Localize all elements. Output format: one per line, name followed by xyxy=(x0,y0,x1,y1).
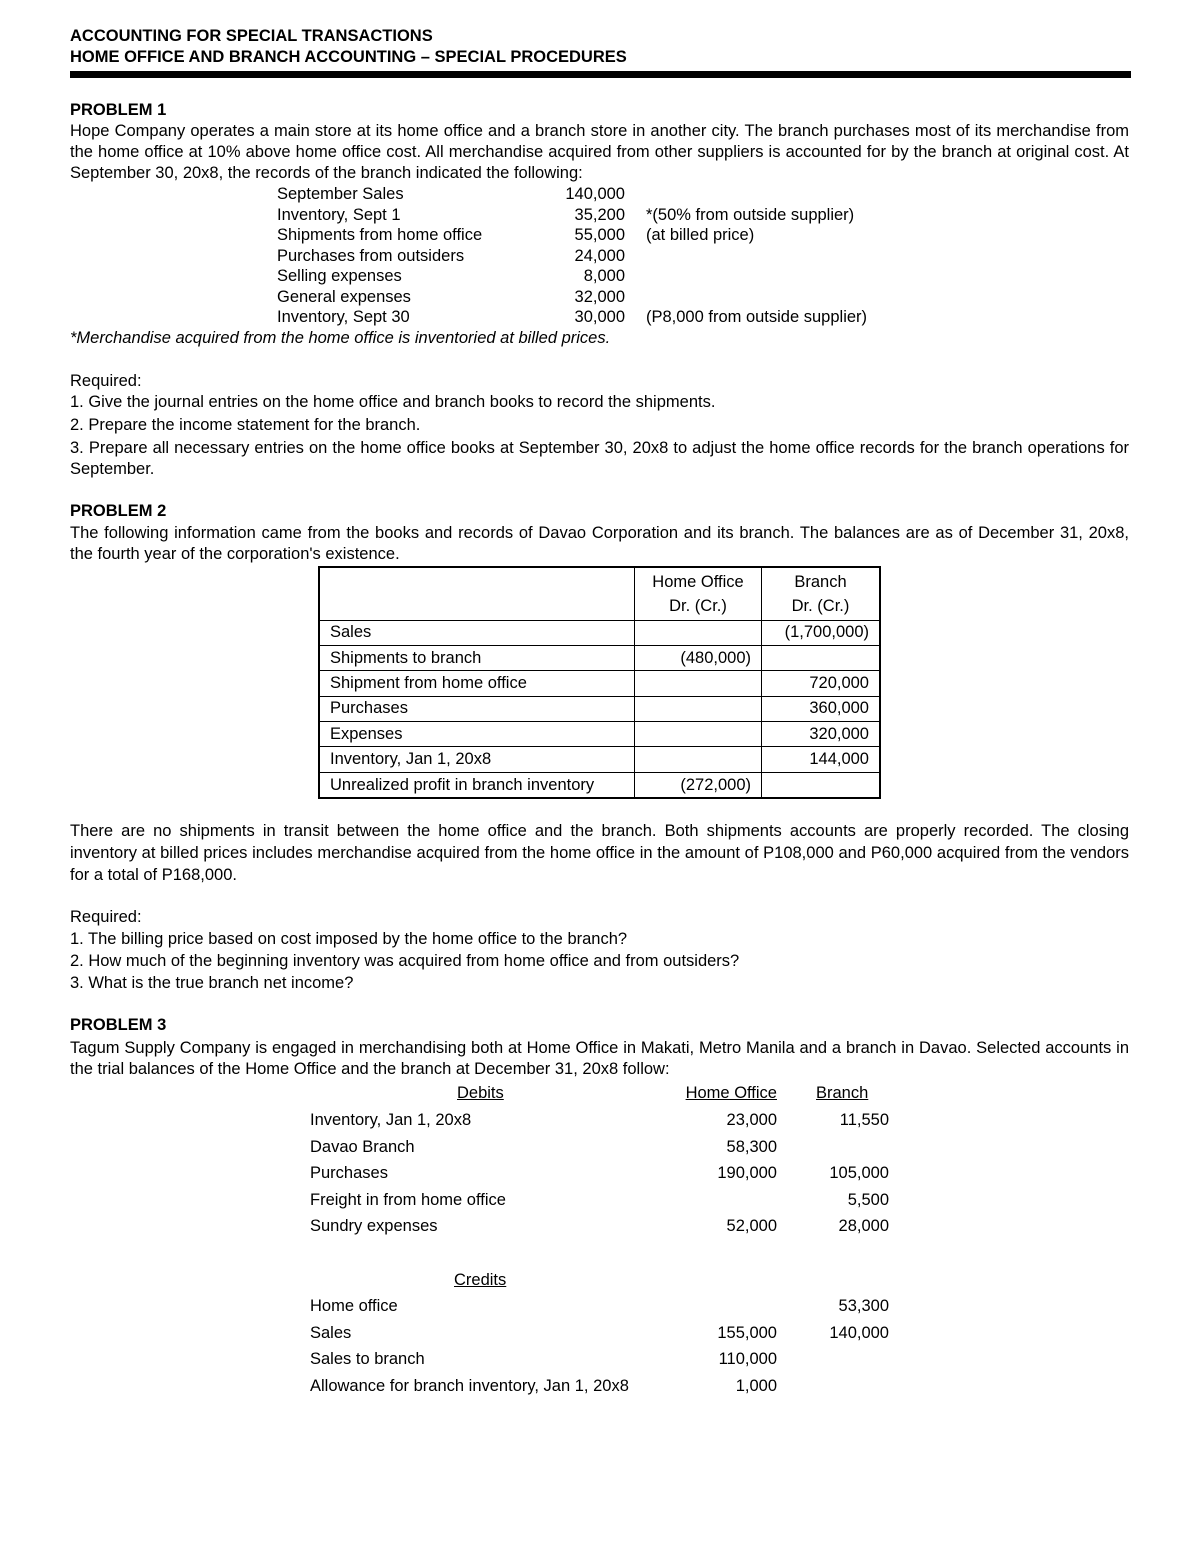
row-label: Sales xyxy=(319,620,635,645)
branch-value xyxy=(762,645,881,670)
table-row xyxy=(310,1213,1129,1240)
course-title: ACCOUNTING FOR SPECIAL TRANSACTIONS xyxy=(70,27,433,45)
home-value xyxy=(635,620,762,645)
problem1-required-label: Required: xyxy=(70,371,142,390)
home-value: 155,000 xyxy=(717,1323,777,1342)
item-note: (at billed price) xyxy=(646,226,755,244)
row-label: Davao Branch xyxy=(310,1137,415,1156)
item-value: 24,000 xyxy=(574,246,625,265)
problem2-title: PROBLEM 2 xyxy=(70,501,167,520)
credits-heading: Credits xyxy=(454,1270,507,1289)
table-header-row xyxy=(310,1267,1129,1294)
list-item xyxy=(277,205,1129,226)
home-value xyxy=(670,1293,777,1320)
row-label: Inventory, Jan 1, 20x8 xyxy=(319,747,635,772)
item-value: 35,200 xyxy=(574,205,625,224)
table-row xyxy=(310,1293,1129,1320)
home-value: (272,000) xyxy=(635,772,762,798)
table-row xyxy=(310,1187,1129,1214)
branch-value xyxy=(762,772,881,798)
requirement-item: 3. What is the true branch net income? xyxy=(70,974,354,993)
item-note: (P8,000 from outside supplier) xyxy=(646,308,868,326)
home-value xyxy=(635,722,762,747)
branch-value xyxy=(777,1134,889,1161)
item-label: Shipments from home office xyxy=(277,226,483,244)
col-home-office: Home Office xyxy=(685,1084,777,1103)
problem2-required-label: Required: xyxy=(70,908,142,927)
branch-value: 720,000 xyxy=(762,671,881,696)
topic-title: HOME OFFICE AND BRANCH ACCOUNTING – SPECIAL PROCEDURES xyxy=(70,48,627,66)
table-row xyxy=(310,1346,1129,1373)
table-header-row xyxy=(319,567,880,621)
problem3-intro: Tagum Supply Company is engaged in merchandising both at Home Office in Makati, Metro Manila and a branch in Davao. Selected accounts in the trial balances of the Home Office and the branch at December 31, 20x8 follow: xyxy=(70,1039,1129,1079)
branch-value: 5,500 xyxy=(847,1190,889,1209)
table-row xyxy=(319,696,880,721)
table-row xyxy=(310,1107,1129,1134)
item-value: 32,000 xyxy=(574,287,625,306)
table-row xyxy=(319,722,880,747)
col-home-office: Home Office Dr. (Cr.) xyxy=(635,567,762,621)
problem3-trial-balance xyxy=(310,1080,1129,1399)
branch-value xyxy=(777,1346,889,1373)
item-note xyxy=(625,184,646,205)
home-value: 190,000 xyxy=(717,1164,777,1183)
item-label: September Sales xyxy=(277,185,404,203)
table-row xyxy=(319,747,880,772)
table-header-row xyxy=(310,1080,1129,1107)
home-value: 1,000 xyxy=(735,1376,777,1395)
problem1-intro: Hope Company operates a main store at its home office and a branch store in another city. The branch purchases most of its merchandise from the home office at 10% above home office cost. All merchandise acquired from other suppliers is accounted for by the branch at original cost. At September 30, 20x8, the records of the branch indicated the following: xyxy=(70,122,1129,182)
table-row xyxy=(319,620,880,645)
item-note xyxy=(625,266,646,287)
table-row xyxy=(310,1320,1129,1347)
item-value: 30,000 xyxy=(574,308,625,326)
list-item xyxy=(277,307,1129,328)
requirement-item: 1. Give the journal entries on the home office and branch books to record the shipments. xyxy=(70,392,716,411)
home-value xyxy=(635,747,762,772)
branch-value: 28,000 xyxy=(838,1217,889,1236)
branch-value: 360,000 xyxy=(762,696,881,721)
branch-value: 144,000 xyxy=(762,747,881,772)
branch-value: 53,300 xyxy=(838,1297,889,1316)
header-rule xyxy=(70,71,1131,78)
table-row xyxy=(310,1160,1129,1187)
problem3-title: PROBLEM 3 xyxy=(70,1016,167,1035)
list-item xyxy=(277,246,1129,267)
problem1-data xyxy=(277,184,1129,328)
row-label: Allowance for branch inventory, Jan 1, 20x8 xyxy=(310,1376,629,1395)
item-note: *(50% from outside supplier) xyxy=(646,205,855,224)
row-label: Sales xyxy=(310,1323,352,1342)
table-row xyxy=(310,1134,1129,1161)
requirement-item: 3. Prepare all necessary entries on the home office books at September 30, 20x8 to adjust the home office records for the branch operations for September. xyxy=(70,438,1129,478)
home-value: 58,300 xyxy=(726,1137,777,1156)
table-row xyxy=(310,1373,1129,1400)
branch-value: 105,000 xyxy=(829,1164,889,1183)
debits-heading: Debits xyxy=(457,1084,504,1103)
item-note xyxy=(625,246,646,267)
item-value: 140,000 xyxy=(565,185,625,203)
item-value: 8,000 xyxy=(583,267,625,285)
table-row xyxy=(319,671,880,696)
requirement-item: 2. How much of the beginning inventory was acquired from home office and from outsiders? xyxy=(70,952,740,971)
problem2-table xyxy=(318,566,881,800)
problem2-intro: The following information came from the books and records of Davao Corporation and its branch. The balances are as of December 31, 20x8, the fourth year of the corporation's existence. xyxy=(70,523,1129,563)
row-label: Purchases xyxy=(319,696,635,721)
branch-value: (1,700,000) xyxy=(762,620,881,645)
row-label: Shipments to branch xyxy=(319,645,635,670)
item-label: Inventory, Sept 1 xyxy=(277,205,401,224)
item-note xyxy=(625,287,646,308)
branch-value: 11,550 xyxy=(839,1111,889,1130)
problem1-footnote: *Merchandise acquired from the home office is inventoried at billed prices. xyxy=(70,328,611,347)
row-label: Sundry expenses xyxy=(310,1217,438,1236)
item-label: General expenses xyxy=(277,287,411,306)
list-item xyxy=(277,266,1129,287)
row-label: Freight in from home office xyxy=(310,1190,506,1209)
home-value: 110,000 xyxy=(718,1350,777,1369)
problem2-after: There are no shipments in transit between the home office and the branch. Both shipments accounts are properly recorded. The closing inventory at billed prices includes merchandise acquired from the home office in the amount of P108,000 and P60,000 acquired from the vendors for a total of P168,000. xyxy=(70,822,1129,885)
col-branch: Branch Dr. (Cr.) xyxy=(762,567,881,621)
list-item xyxy=(277,225,1129,246)
row-label: Purchases xyxy=(310,1164,388,1183)
item-label: Purchases from outsiders xyxy=(277,246,465,265)
table-row xyxy=(319,772,880,798)
home-value: (480,000) xyxy=(635,645,762,670)
home-value xyxy=(635,696,762,721)
row-label: Expenses xyxy=(319,722,635,747)
home-value: 52,000 xyxy=(726,1217,777,1236)
branch-value xyxy=(777,1373,889,1400)
problem1-title: PROBLEM 1 xyxy=(70,101,167,119)
document-page xyxy=(70,26,1129,1399)
col-branch: Branch xyxy=(816,1084,869,1103)
home-value: 23,000 xyxy=(726,1111,777,1130)
list-item xyxy=(277,287,1129,308)
requirement-item: 2. Prepare the income statement for the branch. xyxy=(70,415,421,434)
row-label: Shipment from home office xyxy=(319,671,635,696)
branch-value: 320,000 xyxy=(762,722,881,747)
requirement-item: 1. The billing price based on cost imposed by the home office to the branch? xyxy=(70,930,628,949)
item-label: Inventory, Sept 30 xyxy=(277,308,410,326)
row-label: Home office xyxy=(310,1297,398,1316)
item-value: 55,000 xyxy=(574,226,625,244)
row-label: Unrealized profit in branch inventory xyxy=(319,772,635,798)
table-row xyxy=(319,645,880,670)
item-label: Selling expenses xyxy=(277,267,402,285)
row-label: Inventory, Jan 1, 20x8 xyxy=(310,1111,472,1130)
home-value xyxy=(635,671,762,696)
row-label: Sales to branch xyxy=(310,1350,425,1369)
home-value xyxy=(670,1187,777,1214)
branch-value: 140,000 xyxy=(829,1323,889,1342)
list-item xyxy=(277,184,1129,205)
